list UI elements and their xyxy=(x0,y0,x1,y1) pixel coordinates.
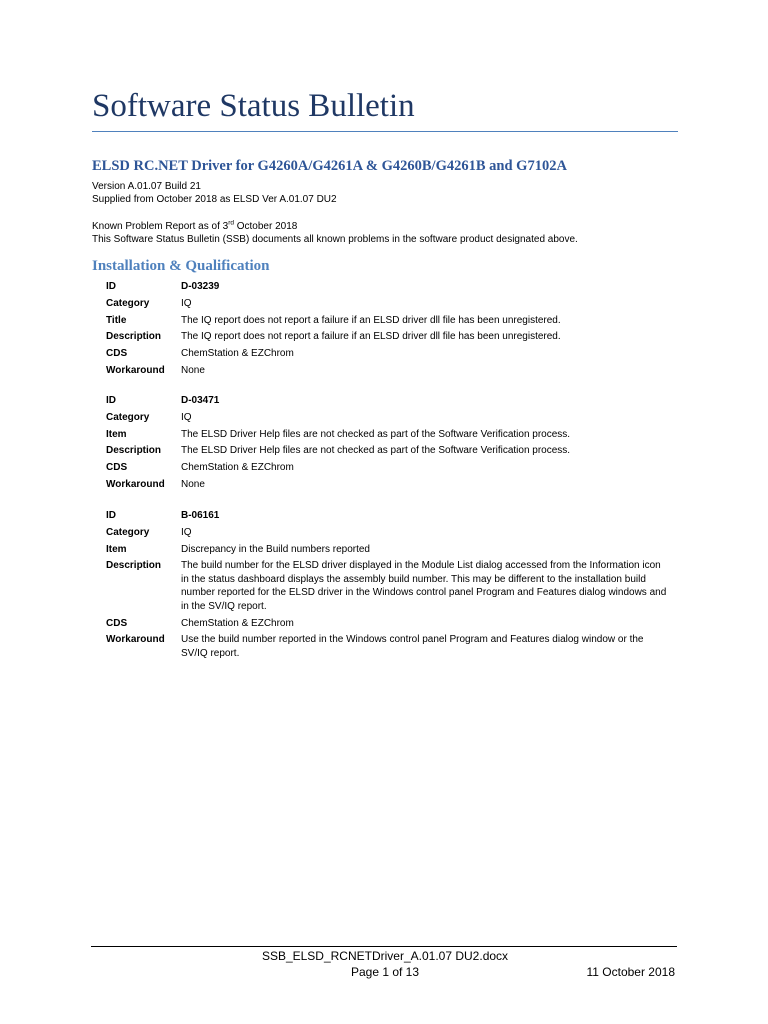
field-label: ID xyxy=(106,281,116,292)
field-value: IQ xyxy=(181,297,192,309)
field-value: ChemStation & EZChrom xyxy=(181,462,294,474)
field-value: The IQ report does not report a failure if an ELSD driver dll file has been unregistered. xyxy=(181,314,561,326)
problem-row-id xyxy=(106,509,671,523)
problem-row-category xyxy=(106,526,671,540)
field-value: Discrepancy in the Build numbers reported xyxy=(181,543,370,555)
problem-row-cds xyxy=(106,461,671,475)
report-suffix: October 2018 xyxy=(233,221,298,232)
report-prefix: Known Problem Report as of 3 xyxy=(92,221,229,232)
problem-row-workaround xyxy=(106,364,671,378)
field-label: CDS xyxy=(106,348,128,360)
problem-row-workaround xyxy=(106,633,671,660)
report-superscript: rd xyxy=(228,219,234,227)
problem-row-id xyxy=(106,280,671,294)
footer-filename: SSB_ELSD_RCNETDriver_A.01.07 DU2.docx xyxy=(261,949,509,963)
problem-row-description xyxy=(106,559,671,613)
field-value: None xyxy=(181,478,205,490)
footer-date: 11 October 2018 xyxy=(586,965,675,979)
field-label: Description xyxy=(106,331,162,343)
field-value: Use the build number reported in the Windows control panel Program and Features dialog window or the SV/IQ report. xyxy=(181,634,644,659)
field-value: The build number for the ELSD driver displayed in the Module List dialog accessed from the Information icon in the status dashboard displays the assembly build number. This may be different to the installation build number reported for the ELSD driver in the Windows control panel Program and Features dialog windows and in the SV/IQ report. xyxy=(181,560,667,612)
field-label: Workaround xyxy=(106,364,165,376)
report-date-text xyxy=(92,220,297,233)
field-label: Description xyxy=(106,445,162,457)
problem-row-item xyxy=(106,543,671,557)
field-value: The ELSD Driver Help files are not checked as part of the Software Verification process. xyxy=(181,428,571,440)
supplied-text: Supplied from October 2018 as ELSD Ver A.01.07 DU2 xyxy=(92,194,337,205)
problem-row-description xyxy=(106,330,671,344)
intro-text: This Software Status Bulletin (SSB) documents all known problems in the software product designated above. xyxy=(92,234,578,245)
field-label: Workaround xyxy=(106,634,165,646)
version-text: Version A.01.07 Build 21 xyxy=(92,181,201,192)
field-label: Category xyxy=(106,526,150,538)
field-label: Category xyxy=(106,297,150,309)
field-label: CDS xyxy=(106,462,128,474)
field-value: IQ xyxy=(181,526,192,538)
document-subtitle: ELSD RC.NET Driver for G4260A/G4261A & G4260B/G4261B and G7102A xyxy=(92,158,567,174)
problem-row-category xyxy=(106,297,671,311)
field-label: Title xyxy=(106,314,127,326)
field-value: D-03239 xyxy=(181,281,220,292)
problem-entry xyxy=(106,394,671,495)
document-title: Software Status Bulletin xyxy=(92,86,678,132)
problem-row-cds xyxy=(106,347,671,361)
field-label: Workaround xyxy=(106,478,165,490)
field-label: Item xyxy=(106,428,127,440)
field-label: Description xyxy=(106,560,162,572)
section-heading: Installation & Qualification xyxy=(92,258,270,274)
footer-divider xyxy=(91,946,677,947)
problem-row-title xyxy=(106,314,671,328)
footer-page-number: Page 1 of 13 xyxy=(350,965,420,979)
field-value: B-06161 xyxy=(181,510,220,521)
problem-row-item xyxy=(106,428,671,442)
field-value: The IQ report does not report a failure if an ELSD driver dll file has been unregistered. xyxy=(181,331,561,343)
field-label: CDS xyxy=(106,617,128,629)
problem-row-cds xyxy=(106,617,671,631)
problem-entry xyxy=(106,509,671,664)
field-value: ChemStation & EZChrom xyxy=(181,617,294,629)
problem-row-workaround xyxy=(106,478,671,492)
problem-entry xyxy=(106,280,671,381)
field-label: Category xyxy=(106,411,150,423)
problem-row-category xyxy=(106,411,671,425)
field-label: ID xyxy=(106,395,116,406)
field-label: ID xyxy=(106,510,116,521)
field-value: The ELSD Driver Help files are not checked as part of the Software Verification process. xyxy=(181,445,571,457)
field-value: IQ xyxy=(181,411,192,423)
problem-row-id xyxy=(106,394,671,408)
problem-row-description xyxy=(106,444,671,458)
field-value: ChemStation & EZChrom xyxy=(181,348,294,360)
field-label: Item xyxy=(106,543,127,555)
field-value: None xyxy=(181,364,205,376)
field-value: D-03471 xyxy=(181,395,220,406)
